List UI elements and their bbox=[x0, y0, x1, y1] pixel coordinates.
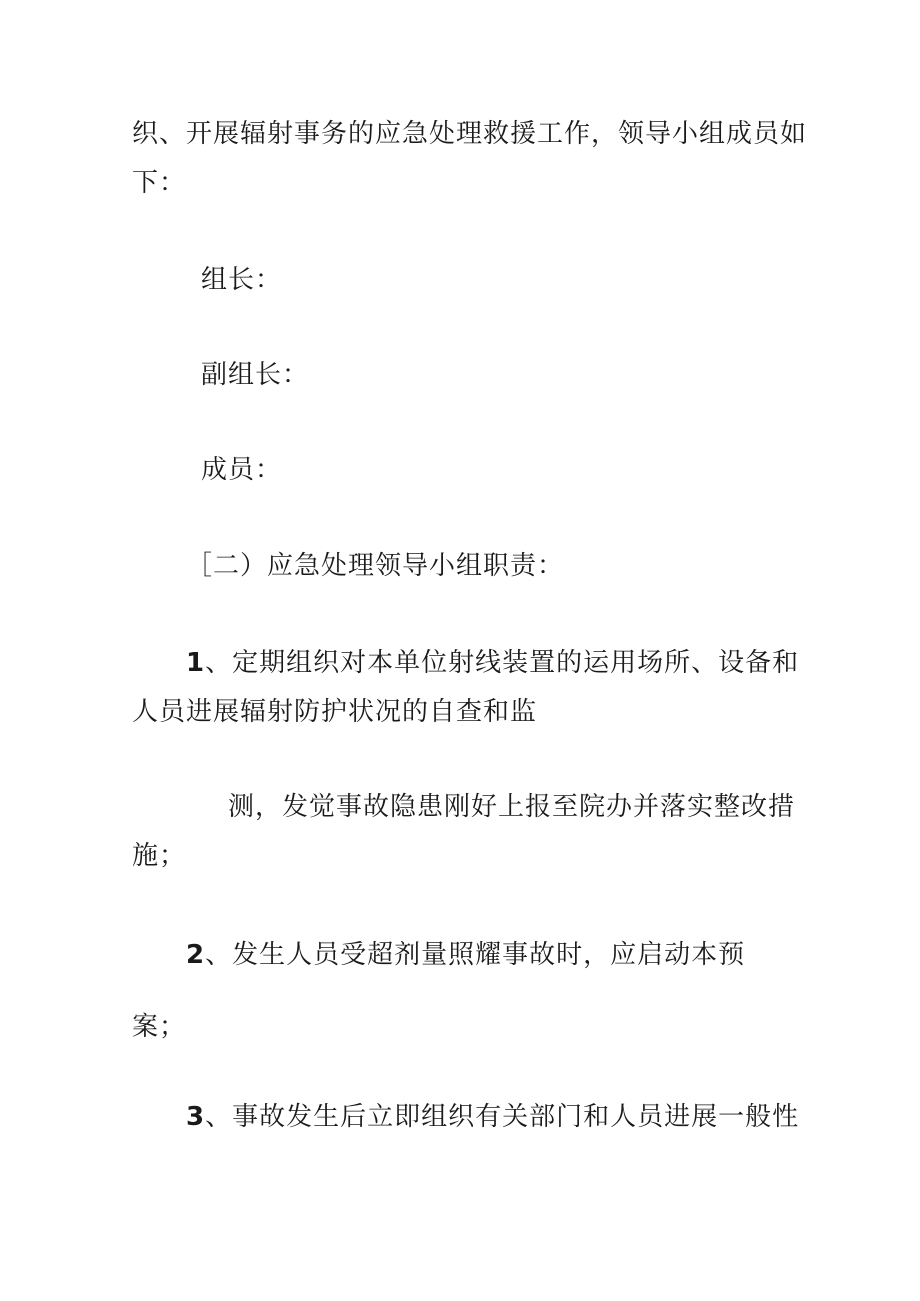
leader-label: 组长： bbox=[201, 265, 283, 295]
paragraph-line: 人员进展辐射防护状况的自查和监 bbox=[132, 697, 538, 727]
item-text: 、定期组织对本单位射线装置的运用场所、设备和 bbox=[205, 648, 800, 678]
paragraph-line: 织、开展辐射事务的应急处理救援工作，领导小组成员如 bbox=[132, 119, 808, 149]
section-heading: ［二）应急处理领导小组职责： bbox=[186, 551, 565, 581]
paragraph-line: 施； bbox=[132, 841, 187, 871]
paragraph-line: 测，发觉事故隐患刚好上报至院办并落实整改措 bbox=[228, 792, 796, 822]
paragraph-line: 下： bbox=[132, 168, 187, 198]
list-item-3-line bbox=[186, 1100, 799, 1134]
list-item-2-line bbox=[186, 938, 745, 972]
deputy-leader-label: 副组长： bbox=[201, 360, 310, 390]
item-number: 2 bbox=[186, 940, 206, 970]
item-text: 、发生人员受超剂量照耀事故时，应启动本预 bbox=[205, 940, 746, 970]
item-text: 、事故发生后立即组织有关部门和人员进展一般性 bbox=[205, 1102, 800, 1132]
item-number: 3 bbox=[186, 1102, 206, 1132]
item-number: 1 bbox=[186, 648, 206, 678]
list-item-1-line bbox=[186, 646, 799, 680]
paragraph-line: 案； bbox=[132, 1012, 187, 1042]
members-label: 成员： bbox=[201, 455, 283, 485]
